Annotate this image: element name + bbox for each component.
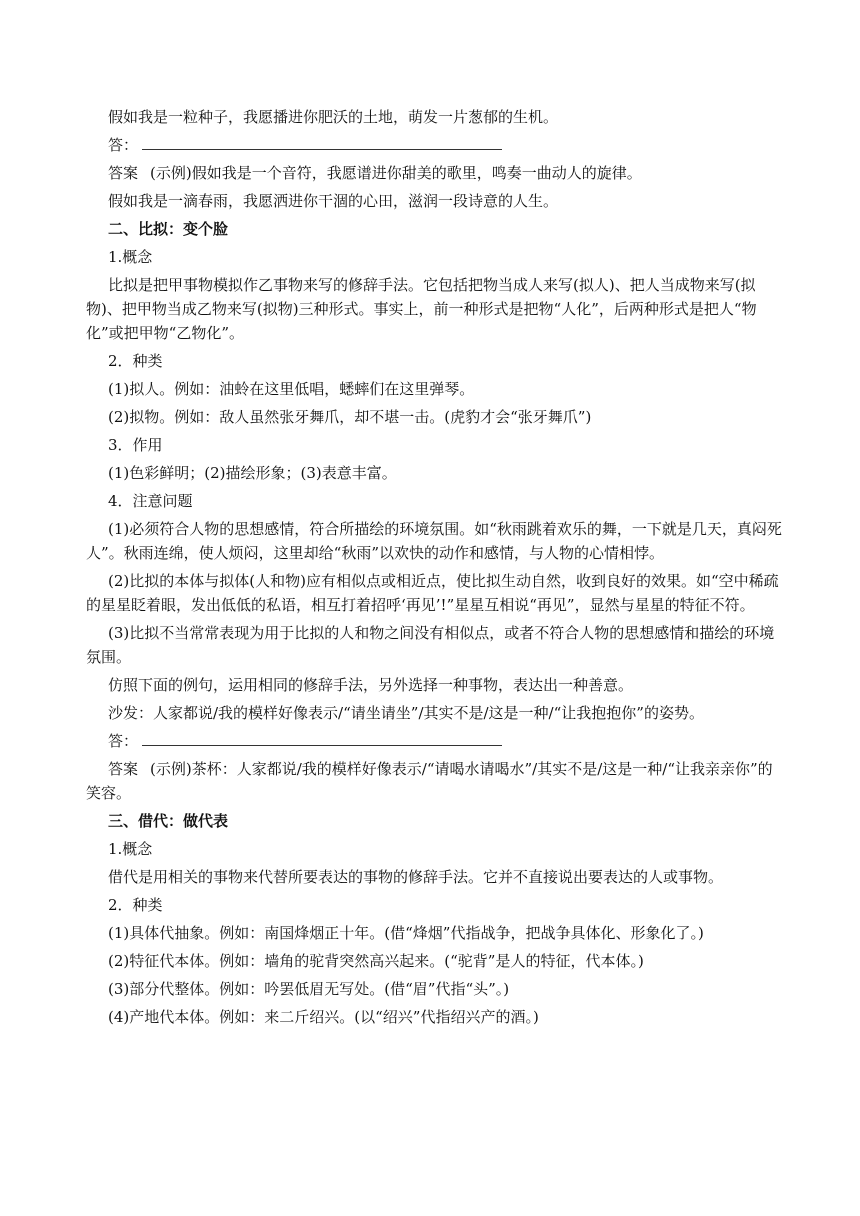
section-heading: 三、借代：做代表 — [108, 812, 229, 830]
type-item: (2)拟物。例如：敌人虽然张牙舞爪，却不堪一击。(虎豹才会“张牙舞爪”) — [108, 408, 592, 426]
types-title: 2．种类 — [108, 896, 163, 914]
answer-continuation: 假如我是一滴春雨，我愿洒进你干涸的心田，滋润一段诗意的人生。 — [108, 192, 559, 210]
type-item: (2)特征代本体。例如：墙角的驼背突然高兴起来。(“驼背”是人的特征，代本体。) — [108, 952, 644, 970]
effect-title: 3．作用 — [108, 436, 163, 454]
answer-tag: 答案 — [108, 164, 139, 182]
answer-text: (示例)茶杯：人家都说/我的模样好像表示/“请喝水请喝水”/其实不是/这是一种/“让我亲亲你”的笑容。 — [86, 760, 773, 802]
section1-prompt: 假如我是一粒种子，我愿播进你肥沃的土地，萌发一片葱郁的生机。 — [108, 108, 559, 126]
type-item: (4)产地代本体。例如：来二斤绍兴。(以“绍兴”代指绍兴产的酒。) — [108, 1008, 539, 1026]
notes-title: 4．注意问题 — [108, 492, 193, 510]
answer-paragraph — [86, 161, 786, 185]
exercise-prompt: 仿照下面的例句，运用相同的修辞手法，另外选择一种事物，表达出一种善意。 — [108, 676, 634, 694]
note-item: (3)比拟不当常常表现为用于比拟的人和物之间没有相似点，或者不符合人物的思想感情和描绘的环境氛围。 — [86, 624, 775, 666]
types-title: 2．种类 — [108, 352, 163, 370]
note-item: (1)必须符合人物的思想感情，符合所描绘的环境氛围。如“秋雨跳着欢乐的舞，一下就是几天，真闷死人”。秋雨连绵，使人烦闷，这里却给“秋雨”以欢快的动作和感情，与人物的心情相悖。 — [86, 520, 782, 562]
example-sentence: 沙发：人家都说/我的模样好像表示/“请坐请坐”/其实不是/这是一种/“让我抱抱你”的姿势。 — [108, 704, 704, 722]
concept-title: 1.概念 — [108, 840, 153, 858]
effect-text: (1)色彩鲜明；(2)描绘形象；(3)表意丰富。 — [108, 464, 397, 482]
answer-tag: 答案 — [108, 760, 139, 778]
answer-paragraph — [86, 757, 786, 805]
answer-label: 答： — [108, 732, 139, 750]
section-heading: 二、比拟：变个脸 — [108, 220, 229, 238]
concept-text: 借代是用相关的事物来代替所要表达的事物的修辞手法。它并不直接说出要表达的人或事物。 — [108, 868, 724, 886]
type-item: (3)部分代整体。例如：吟罢低眉无写处。(借“眉”代指“头”。) — [108, 980, 510, 998]
answer-row — [86, 133, 786, 157]
type-item: (1)具体代抽象。例如：南国烽烟正十年。(借“烽烟”代指战争，把战争具体化、形象化了。) — [108, 924, 704, 942]
answer-row — [86, 729, 786, 753]
concept-title: 1.概念 — [108, 248, 153, 266]
answer-blank-line[interactable] — [142, 135, 502, 150]
answer-label: 答： — [108, 136, 139, 154]
note-item: (2)比拟的本体与拟体(人和物)应有相似点或相近点，使比拟生动自然，收到良好的效果。如“空中稀疏的星星眨着眼，发出低低的私语，相互打着招呼‘再见’!”星星互相说“再见”，显然与星星的特征不符。 — [86, 572, 779, 614]
document-body — [86, 105, 786, 1029]
type-item: (1)拟人。例如：油蛉在这里低唱，蟋蟀们在这里弹琴。 — [108, 380, 475, 398]
concept-text: 比拟是把甲事物模拟作乙事物来写的修辞手法。它包括把物当成人来写(拟人)、把人当成物来写(拟物)、把甲物当成乙物来写(拟物)三种形式。事实上，前一种形式是把物“人化”，后两种形式是把人“物化”或把甲物“乙物化”。 — [86, 276, 757, 342]
answer-text: (示例)假如我是一个音符，我愿谱进你甜美的歌里，鸣奏一曲动人的旋律。 — [150, 164, 642, 182]
answer-blank-line[interactable] — [142, 731, 502, 746]
